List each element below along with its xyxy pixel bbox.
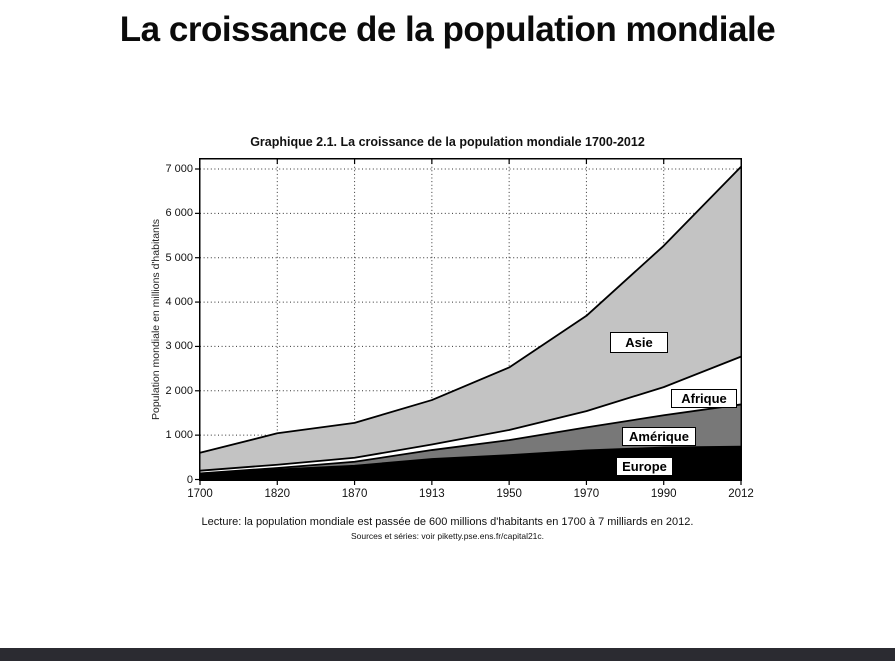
y-tick-label: 1 000 bbox=[165, 429, 193, 442]
page-title: La croissance de la population mondiale bbox=[119, 10, 776, 49]
x-tick-label: 1990 bbox=[650, 488, 677, 500]
lecture-note: Lecture: la population mondiale est passée de 600 millions d'habitants en 1700 à 7 milliards en 2012. bbox=[201, 516, 694, 528]
bottom-edge-bar bbox=[0, 648, 895, 661]
y-tick-label: 2 000 bbox=[165, 384, 193, 397]
legend-label-europe bbox=[616, 457, 673, 476]
y-tick-label: 6 000 bbox=[165, 207, 193, 220]
y-tick-label: 7 000 bbox=[165, 163, 193, 175]
chart-figure bbox=[135, 130, 760, 550]
x-tick-label: 2012 bbox=[728, 488, 754, 500]
y-tick-label: 4 000 bbox=[165, 296, 193, 309]
legend-label-europe-text: Europe bbox=[622, 459, 667, 474]
legend-label-asie bbox=[610, 332, 668, 353]
legend-label-afrique-text: Afrique bbox=[681, 391, 727, 406]
x-tick-label: 1913 bbox=[419, 488, 445, 500]
y-tick-label: 0 bbox=[186, 473, 193, 486]
y-axis-title: Population mondiale en millions d'habitants bbox=[150, 218, 162, 420]
legend-label-afrique bbox=[671, 389, 737, 408]
sources-note: Sources et séries: voir piketty.pse.ens.fr/capital21c. bbox=[350, 531, 545, 541]
x-tick-label: 1820 bbox=[264, 488, 291, 500]
x-tick-label: 1700 bbox=[187, 488, 213, 500]
x-tick-label: 1870 bbox=[341, 488, 368, 500]
legend-label-asie-text: Asie bbox=[625, 335, 653, 350]
x-tick-label: 1950 bbox=[496, 488, 522, 500]
x-tick-label: 1970 bbox=[573, 488, 600, 500]
y-tick-label: 5 000 bbox=[165, 251, 193, 264]
chart-title: Graphique 2.1. La croissance de la population mondiale 1700-2012 bbox=[250, 135, 645, 149]
legend-label-amerique bbox=[622, 427, 696, 446]
legend-label-amerique-text: Amérique bbox=[629, 429, 689, 444]
y-tick-label: 3 000 bbox=[165, 340, 193, 353]
